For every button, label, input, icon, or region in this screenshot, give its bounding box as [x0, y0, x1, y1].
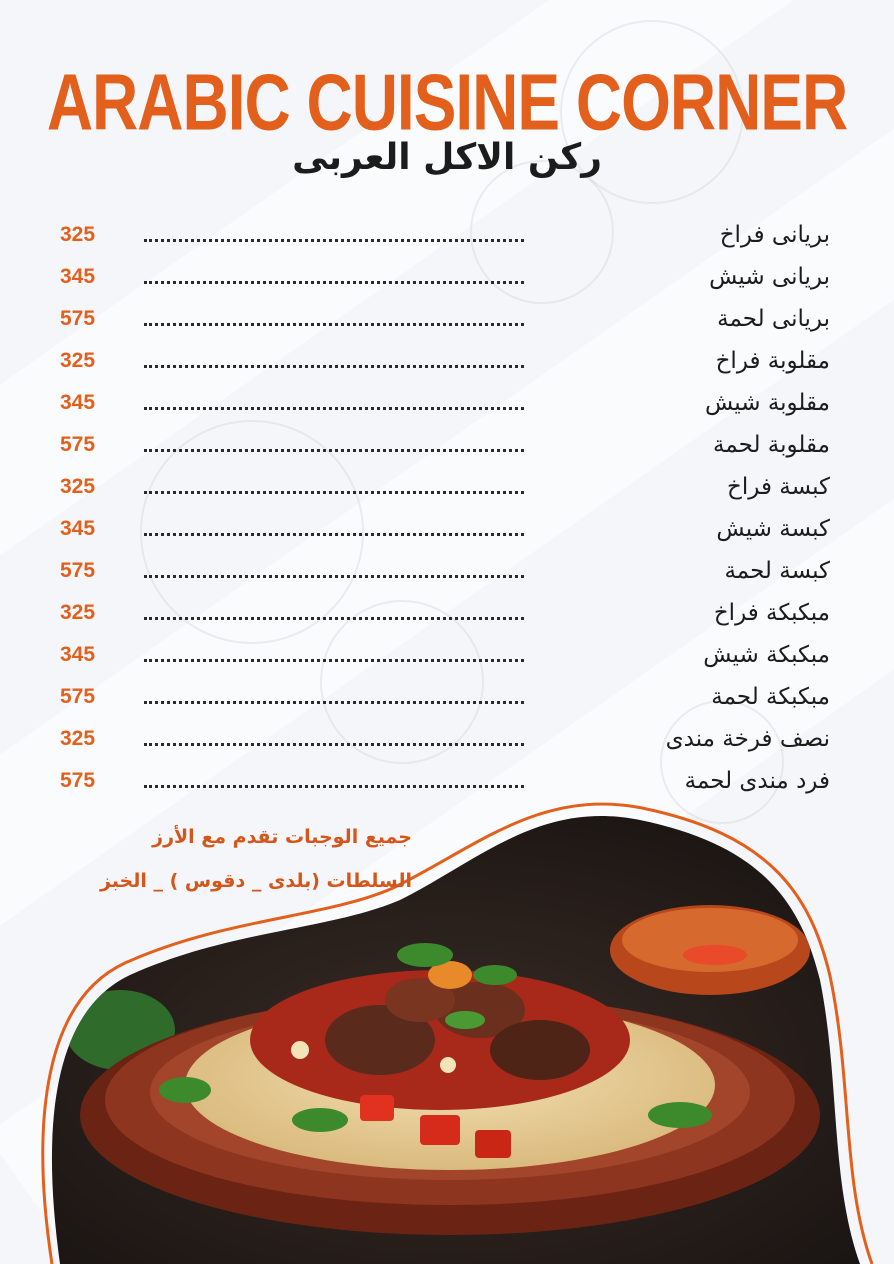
menu-item-name: كبسة فراخ: [727, 474, 830, 500]
menu-item-price: 575: [60, 769, 96, 792]
menu-item-price: 575: [60, 307, 96, 330]
menu-item-price: 345: [60, 391, 96, 414]
menu-item-price: 325: [60, 349, 96, 372]
menu-item-name: بريانى شيش: [709, 264, 830, 290]
menu-item-name: بريانى لحمة: [717, 306, 830, 332]
menu-item-price: 345: [60, 643, 96, 666]
menu-item-price: 345: [60, 265, 96, 288]
menu-item-price: 575: [60, 559, 96, 582]
menu-item-name: مبكبكة لحمة: [711, 684, 830, 710]
menu-item-name: مبكبكة شيش: [703, 642, 830, 668]
menu-item-name: مبكبكة فراخ: [713, 600, 830, 626]
menu-item-name: كبسة شيش: [716, 516, 830, 542]
note-line-1: جميع الوجبات تقدم مع الأرز: [152, 826, 412, 848]
menu-item-price: 325: [60, 601, 96, 624]
menu-item-price: 325: [60, 727, 96, 750]
menu-item-price: 575: [60, 685, 96, 708]
note-line-2: السلطات (بلدى _ دقوس ) _ الخبز: [99, 870, 412, 892]
menu-item-name: بريانى فراخ: [719, 222, 830, 248]
menu-item-name: مقلوبة شيش: [704, 390, 830, 416]
menu-item-name: فرد مندى لحمة: [684, 768, 830, 794]
menu-item-name: مقلوبة فراخ: [715, 348, 830, 374]
menu-item-price: 575: [60, 433, 96, 456]
menu-item-price: 345: [60, 517, 96, 540]
menu-item-price: 325: [60, 223, 96, 246]
menu-item-name: كبسة لحمة: [724, 558, 830, 584]
menu-item-name: نصف فرخة مندى: [665, 726, 830, 752]
page-title: ARABIC CUISINE CORNER: [46, 57, 848, 147]
page-subtitle-arabic: ركن الاكل العربى: [292, 137, 602, 178]
menu-item-price: 325: [60, 475, 96, 498]
menu-item-name: مقلوبة لحمة: [713, 432, 830, 458]
